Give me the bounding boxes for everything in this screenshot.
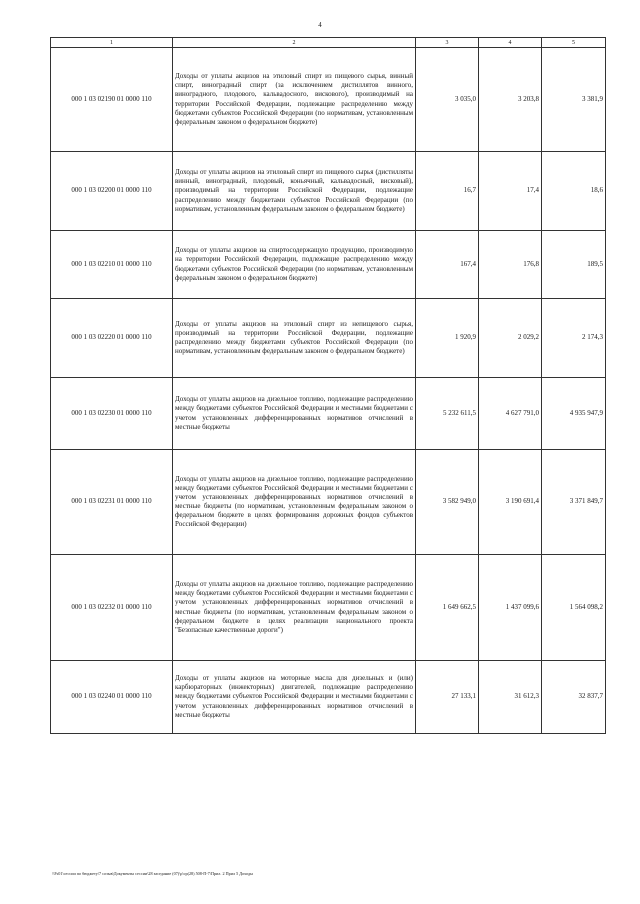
table-row — [51, 555, 606, 661]
revenue-table — [50, 37, 606, 734]
value-col-3: 27 133,1 — [416, 661, 479, 734]
value-col-4: 2 029,2 — [479, 299, 542, 378]
table-row — [51, 299, 606, 378]
budget-code: 000 1 03 02230 01 0000 110 — [51, 378, 173, 450]
value-col-4: 3 203,8 — [479, 48, 542, 152]
table-row — [51, 152, 606, 231]
table-row — [51, 661, 606, 734]
value-col-3: 167,4 — [416, 231, 479, 299]
header-cell-3: 3 — [416, 38, 479, 48]
value-col-5: 4 935 947,9 — [542, 378, 606, 450]
budget-code: 000 1 03 02220 01 0000 110 — [51, 299, 173, 378]
revenue-description: Доходы от уплаты акцизов на спиртосодержащую продукцию, производимую на территории Российской Федерации, подлежащие распределению между бюджетами субъектов Российской Федерации (по нормативам, установленным федеральным законом о федеральном бюджете) — [173, 231, 416, 299]
value-col-5: 32 837,7 — [542, 661, 606, 734]
value-col-4: 1 437 099,6 — [479, 555, 542, 661]
table-row — [51, 450, 606, 555]
value-col-5: 1 564 098,2 — [542, 555, 606, 661]
file-path-footer: \\Fs01\сессии по бюджету\7 созыв\Документы сессии\28 заседание (07)\р\ср(28) 508-П-7\Прил. 2 Прил 5 Доходы — [52, 871, 253, 876]
value-col-4: 176,8 — [479, 231, 542, 299]
value-col-5: 2 174,3 — [542, 299, 606, 378]
value-col-5: 3 371 849,7 — [542, 450, 606, 555]
value-col-4: 17,4 — [479, 152, 542, 231]
header-cell-1: 1 — [51, 38, 173, 48]
revenue-description: Доходы от уплаты акцизов на этиловый спирт из пищевого сырья, винный спирт, виноградный спирт (за исключением дистиллятов винного, виноградного, плодового, кальвадосного, вискового), производимый на территории Российской Федерации, подлежащие распределению между бюджетами субъектов Российской Федерации (по нормативам, установленным федеральным законом о федеральном бюджете) — [173, 48, 416, 152]
budget-code: 000 1 03 02200 01 0000 110 — [51, 152, 173, 231]
budget-code: 000 1 03 02232 01 0000 110 — [51, 555, 173, 661]
table-row — [51, 231, 606, 299]
value-col-4: 31 612,3 — [479, 661, 542, 734]
value-col-4: 3 190 691,4 — [479, 450, 542, 555]
budget-code: 000 1 03 02240 01 0000 110 — [51, 661, 173, 734]
value-col-3: 3 035,0 — [416, 48, 479, 152]
value-col-5: 3 381,9 — [542, 48, 606, 152]
value-col-5: 18,6 — [542, 152, 606, 231]
header-cell-5: 5 — [542, 38, 606, 48]
revenue-description: Доходы от уплаты акцизов на этиловый спирт из непищевого сырья, производимый на территории Российской Федерации, подлежащие распределению между бюджетами субъектов Российской Федерации (по нормативам, установленным федеральным законом о федеральном бюджете) — [173, 299, 416, 378]
value-col-3: 5 232 611,5 — [416, 378, 479, 450]
budget-code: 000 1 03 02231 01 0000 110 — [51, 450, 173, 555]
value-col-5: 189,5 — [542, 231, 606, 299]
budget-code: 000 1 03 02190 01 0000 110 — [51, 48, 173, 152]
table-row — [51, 378, 606, 450]
revenue-description: Доходы от уплаты акцизов на дизельное топливо, подлежащие распределению между бюджетами субъектов Российской Федерации и местными бюджетами с учетом установленных дифференцированных нормативов отчислений в местные бюджеты (по нормативам, установленным федеральным законом о федеральном бюджете в целях формирования дорожных фондов субъектов Российской Федерации) — [173, 450, 416, 555]
value-col-4: 4 627 791,0 — [479, 378, 542, 450]
value-col-3: 1 920,9 — [416, 299, 479, 378]
value-col-3: 16,7 — [416, 152, 479, 231]
revenue-description: Доходы от уплаты акцизов на этиловый спирт из пищевого сырья (дистилляты винный, виноградный, плодовый, коньячный, кальвадосный, висковый), производимый на территории Российской Федерации, подлежащие распределению между бюджетами субъектов Российской Федерации (по нормативам, установленным федеральным законом о федеральном бюджете) — [173, 152, 416, 231]
value-col-3: 3 582 949,0 — [416, 450, 479, 555]
revenue-description: Доходы от уплаты акцизов на дизельное топливо, подлежащие распределению между бюджетами субъектов Российской Федерации и местными бюджетами с учетом установленных дифференцированных нормативов отчислений в местные бюджеты — [173, 378, 416, 450]
budget-code: 000 1 03 02210 01 0000 110 — [51, 231, 173, 299]
header-cell-4: 4 — [479, 38, 542, 48]
table-row — [51, 48, 606, 152]
header-cell-2: 2 — [173, 38, 416, 48]
revenue-description: Доходы от уплаты акцизов на дизельное топливо, подлежащие распределению между бюджетами субъектов Российской Федерации и местными бюджетами с учетом установленных дифференцированных нормативов отчислений в местные бюджеты (по нормативам, установленным федеральным законом о федеральном бюджете в целях реализации национального проекта "Безопасные качественные дороги") — [173, 555, 416, 661]
value-col-3: 1 649 662,5 — [416, 555, 479, 661]
page-number: 4 — [318, 21, 322, 29]
revenue-description: Доходы от уплаты акцизов на моторные масла для дизельных и (или) карбюраторных (инжекторных) двигателей, подлежащие распределению между бюджетами субъектов Российской Федерации и местными бюджетами с учетом установленных дифференцированных нормативов отчислений в местные бюджеты — [173, 661, 416, 734]
table-header-row — [51, 38, 606, 48]
